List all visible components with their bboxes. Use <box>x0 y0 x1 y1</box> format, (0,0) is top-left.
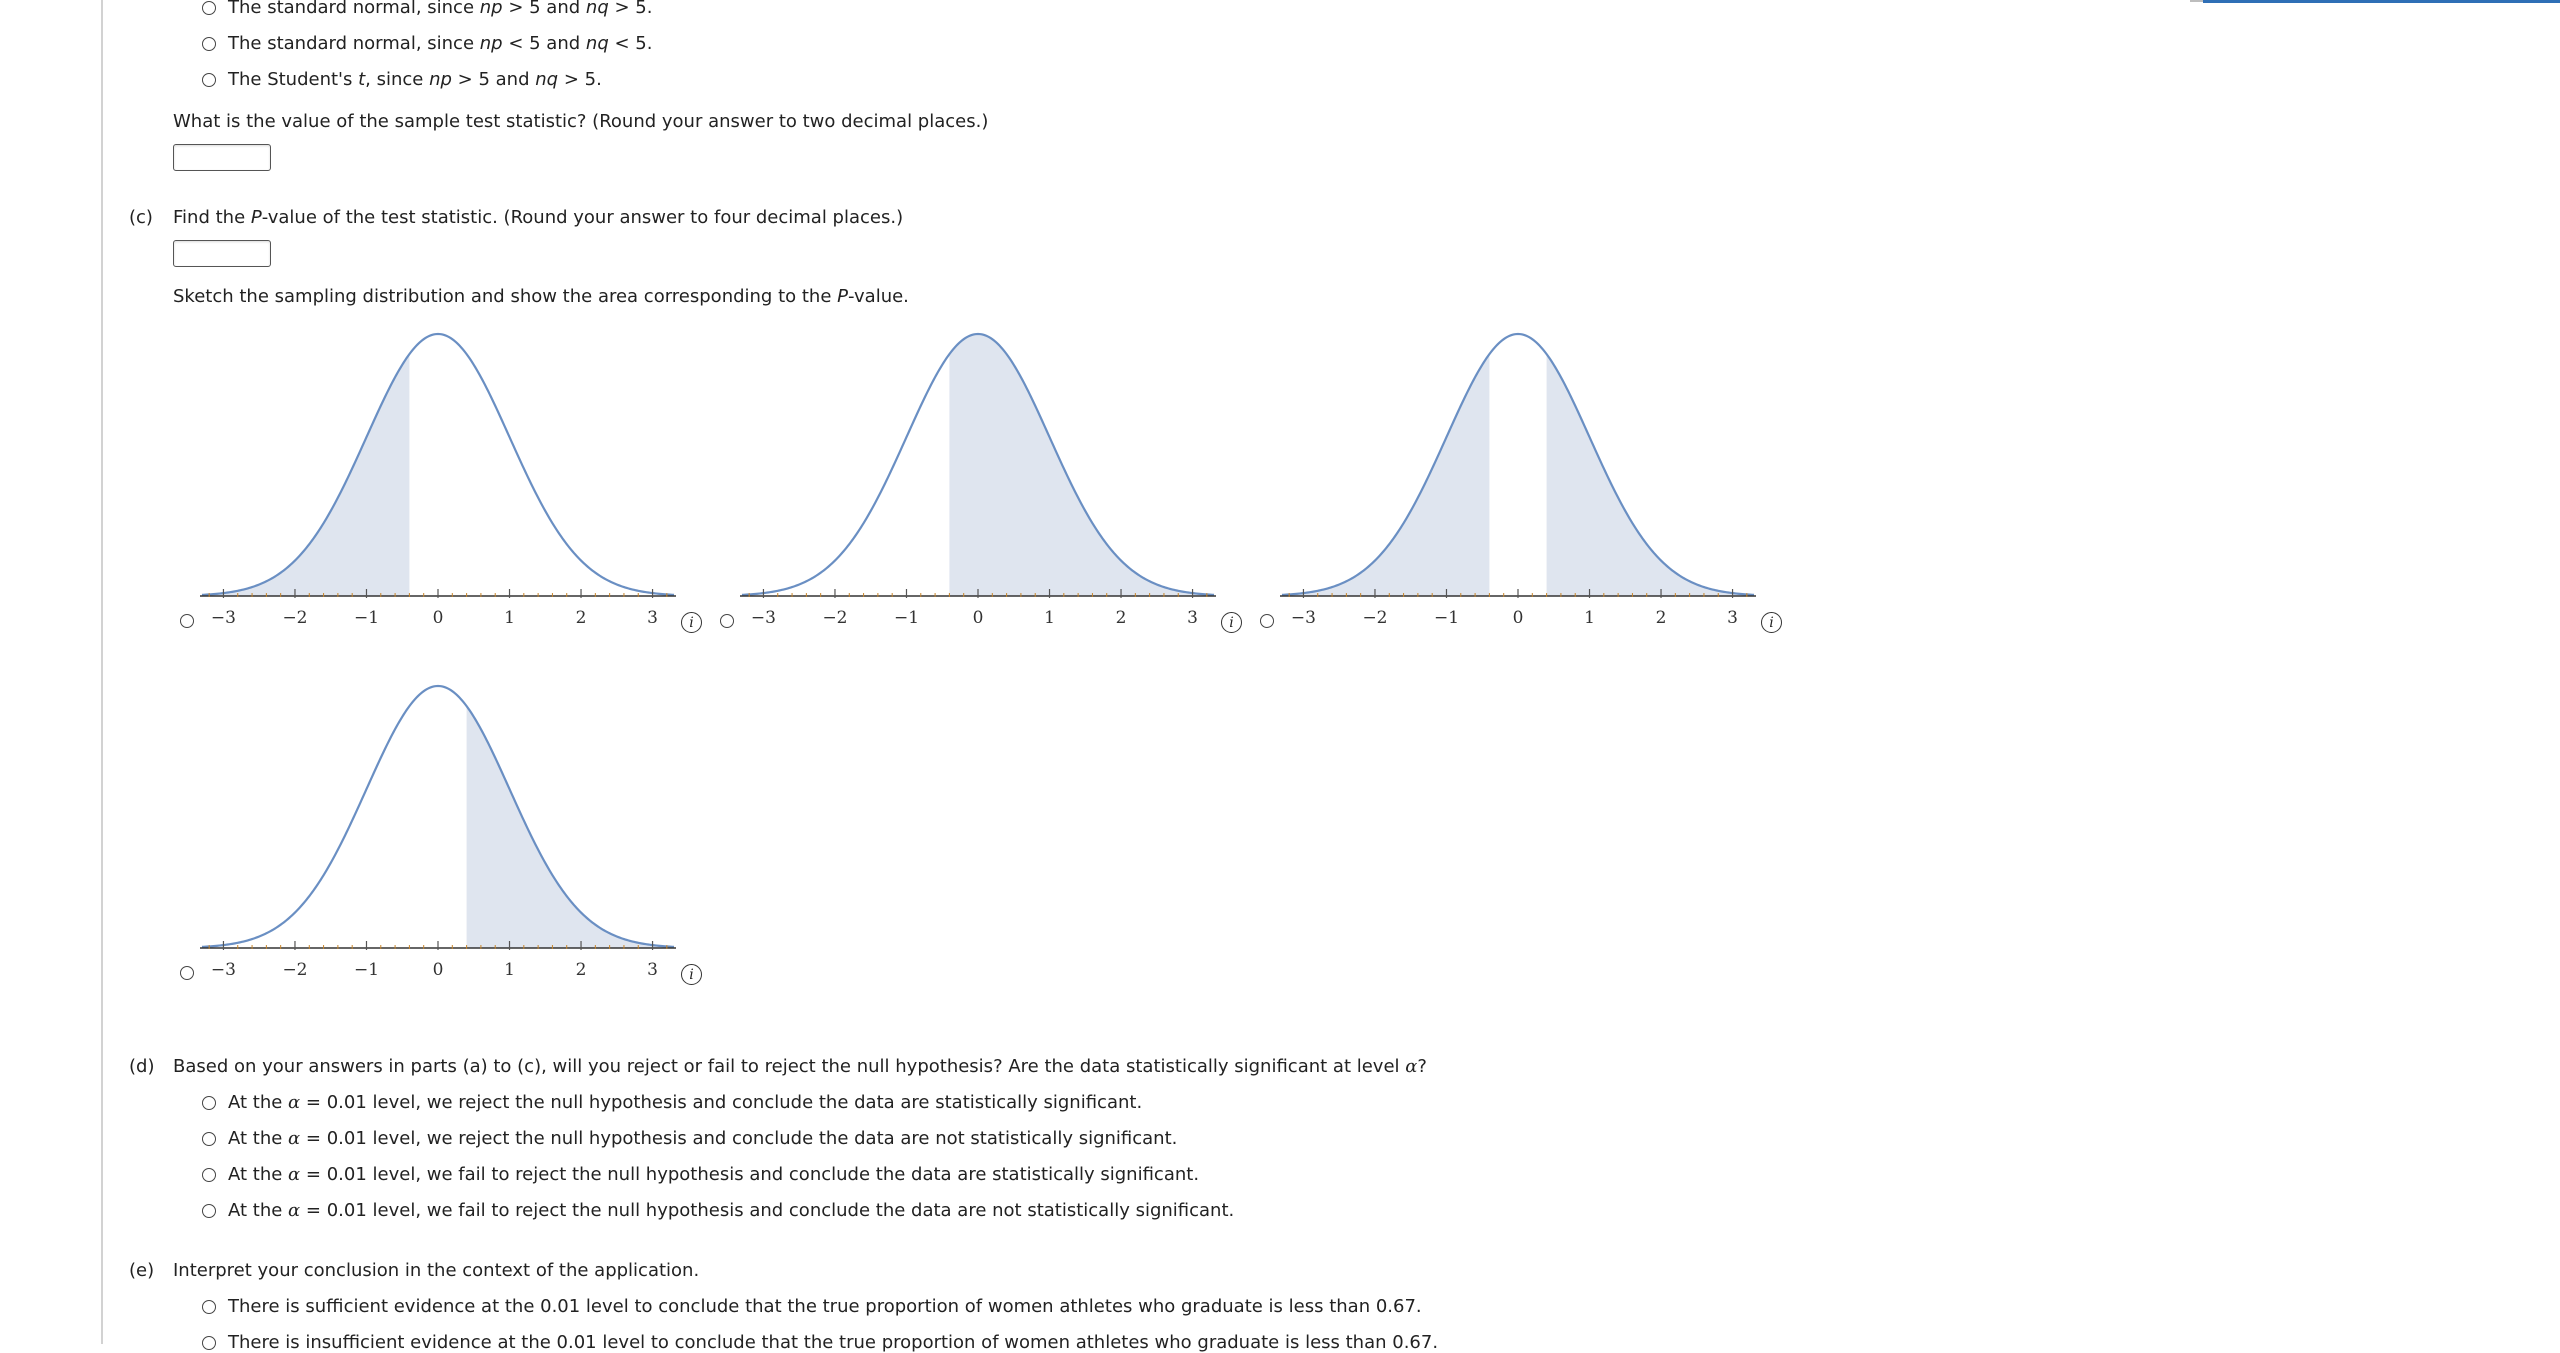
density-curve <box>202 686 674 947</box>
tick-label: 2 <box>1115 608 1127 628</box>
graph-option-2[interactable] <box>720 320 1240 660</box>
part-e-label: (e) <box>129 1260 155 1281</box>
shaded-region-1 <box>202 354 409 596</box>
test-statistic-input[interactable] <box>173 144 271 171</box>
info-icon[interactable]: i <box>1761 612 1782 633</box>
part-d-option-4[interactable] <box>202 1200 1234 1221</box>
graph-option-1[interactable] <box>180 320 700 660</box>
test-statistic-question: What is the value of the sample test statistic? (Round your answer to two decimal places.) <box>173 111 989 132</box>
sketch-instruction: Sketch the sampling distribution and show the area corresponding to the P-value. <box>173 286 909 307</box>
shaded-region-1 <box>949 334 1214 596</box>
tick-label: −1 <box>893 608 920 628</box>
graph-radio-button[interactable] <box>1260 614 1274 628</box>
tick-label: 0 <box>432 960 444 980</box>
part-e-question: Interpret your conclusion in the context of the application. <box>173 1260 700 1281</box>
option-text: At the α = 0.01 level, we reject the null hypothesis and conclude the data are not statistically significant. <box>228 1128 1178 1149</box>
tick-label: 0 <box>1512 608 1524 628</box>
shaded-region-2 <box>1547 354 1754 596</box>
option-text: The standard normal, since np < 5 and nq < 5. <box>228 33 653 54</box>
part-d-question: Based on your answers in parts (a) to (c), will you reject or fail to reject the null hypothesis? Are the data statistically significant at level α? <box>173 1056 1427 1077</box>
part-c-label: (c) <box>129 207 153 228</box>
radio-button[interactable] <box>202 1336 216 1350</box>
option-text: The standard normal, since np > 5 and nq > 5. <box>228 0 653 18</box>
option-text: At the α = 0.01 level, we reject the null hypothesis and conclude the data are statistically significant. <box>228 1092 1143 1113</box>
tick-label: 0 <box>972 608 984 628</box>
tick-label: 3 <box>647 960 658 980</box>
tick-label: 1 <box>1584 608 1595 628</box>
part-d-label: (d) <box>129 1056 155 1077</box>
tick-label: 1 <box>1044 608 1055 628</box>
tick-label: −1 <box>1433 608 1460 628</box>
info-icon[interactable]: i <box>681 964 702 985</box>
graph-radio-button[interactable] <box>180 614 194 628</box>
part-b-option-3[interactable] <box>202 69 602 90</box>
radio-button[interactable] <box>202 37 216 51</box>
part-d-option-2[interactable] <box>202 1128 1177 1149</box>
radio-button[interactable] <box>202 1204 216 1218</box>
tick-label: −3 <box>210 960 236 980</box>
tick-label: 1 <box>504 960 515 980</box>
tick-label: −3 <box>210 608 236 628</box>
content-left-border <box>101 0 103 1344</box>
p-value-question: Find the P-value of the test statistic. (Round your answer to four decimal places.) <box>173 207 904 228</box>
graph-radio-button[interactable] <box>720 614 734 628</box>
tick-label: −1 <box>353 608 380 628</box>
tick-label: −1 <box>353 960 380 980</box>
p-value-input[interactable] <box>173 240 271 267</box>
tick-label: 0 <box>432 608 444 628</box>
part-b-option-2[interactable] <box>202 33 652 54</box>
radio-button[interactable] <box>202 1300 216 1314</box>
top-tab-marker <box>2190 0 2204 2</box>
tick-label: −2 <box>282 608 308 628</box>
tick-label: 3 <box>647 608 658 628</box>
tick-label: −2 <box>282 960 308 980</box>
option-text: The Student's t, since np > 5 and nq > 5. <box>228 69 602 90</box>
option-text: At the α = 0.01 level, we fail to reject the null hypothesis and conclude the data are not statistically significant. <box>228 1200 1235 1221</box>
option-text: There is sufficient evidence at the 0.01 level to conclude that the true proportion of women athletes who graduate is less than 0.67. <box>228 1296 1422 1317</box>
part-d-option-1[interactable] <box>202 1092 1142 1113</box>
top-progress-tab <box>2203 0 2560 3</box>
tick-label: −3 <box>1290 608 1316 628</box>
distribution-plot <box>720 320 1240 660</box>
part-e-option-2[interactable] <box>202 1332 1438 1353</box>
radio-button[interactable] <box>202 73 216 87</box>
info-icon[interactable]: i <box>1221 612 1242 633</box>
density-curve <box>1282 334 1754 595</box>
tick-label: 2 <box>575 608 587 628</box>
part-b-option-1[interactable] <box>202 0 652 18</box>
radio-button[interactable] <box>202 1168 216 1182</box>
shaded-region-1 <box>1282 354 1489 596</box>
tick-label: −2 <box>1362 608 1388 628</box>
info-icon[interactable]: i <box>681 612 702 633</box>
tick-label: 1 <box>504 608 515 628</box>
shaded-region-1 <box>467 706 674 948</box>
radio-button[interactable] <box>202 1132 216 1146</box>
tick-label: −2 <box>822 608 848 628</box>
radio-button[interactable] <box>202 1096 216 1110</box>
graph-option-3[interactable] <box>1260 320 1780 660</box>
radio-button[interactable] <box>202 1 216 15</box>
option-text: There is insufficient evidence at the 0.01 level to conclude that the true proportion of women athletes who graduate is less than 0.67. <box>228 1332 1439 1353</box>
part-d-option-3[interactable] <box>202 1164 1199 1185</box>
tick-label: 3 <box>1727 608 1738 628</box>
graph-radio-button[interactable] <box>180 966 194 980</box>
tick-label: 2 <box>575 960 587 980</box>
distribution-plot <box>1260 320 1780 660</box>
graph-option-4[interactable] <box>180 672 700 1012</box>
density-curve <box>202 334 674 595</box>
option-text: At the α = 0.01 level, we fail to reject the null hypothesis and conclude the data are statistically significant. <box>228 1164 1200 1185</box>
tick-label: 2 <box>1655 608 1667 628</box>
tick-label: 3 <box>1187 608 1198 628</box>
tick-label: −3 <box>750 608 776 628</box>
part-e-option-1[interactable] <box>202 1296 1422 1317</box>
distribution-plot <box>180 320 700 660</box>
distribution-plot <box>180 672 700 1012</box>
